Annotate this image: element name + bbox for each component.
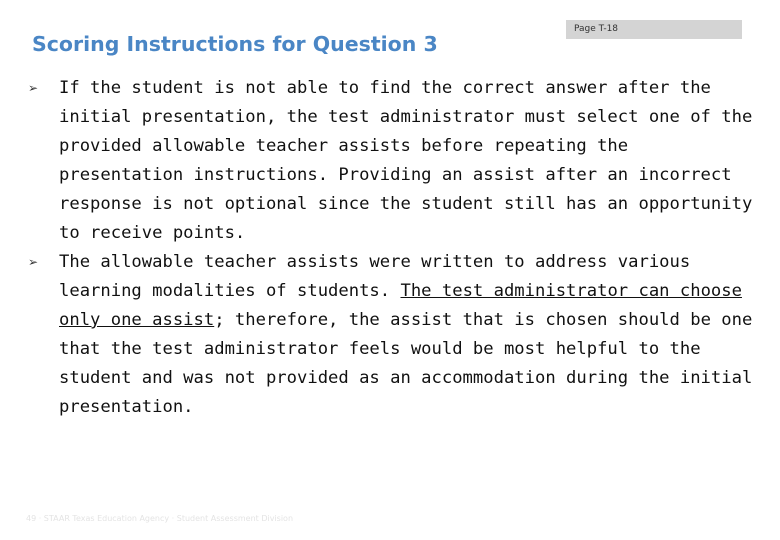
footer-text: 49 · STAAR Texas Education Agency · Student Assessment Division [26, 514, 294, 523]
page-number: Page T-18 [574, 24, 619, 34]
instruction-list [28, 74, 758, 422]
bullet-text-lead: The allowable teacher assists were written to address various learning modalities of students. [59, 252, 691, 301]
arrowhead-bullet-icon: ➢ [28, 255, 39, 269]
page-number-box [566, 20, 742, 39]
bullet-text [59, 252, 752, 417]
underlined-emphasis: The test administrator can choose only one assist [59, 281, 742, 330]
bullet-text: If the student is not able to find the correct answer after the initial presentation, the test administrator must select one of the provided allowable teacher assists before repeating the presentation instructions. Providing an assist after an incorrect response is not optional since the student still has an opportunity to receive points. [59, 78, 753, 243]
slide-title: Scoring Instructions for Question 3 [32, 32, 438, 56]
bullet-text-tail: ; therefore, the assist that is chosen should be one that the test administrator feels would be most helpful to the student and was not provided as an accommodation during the initial presentation. [59, 310, 753, 417]
arrowhead-bullet-icon: ➢ [28, 81, 39, 95]
list-item [28, 248, 758, 422]
list-item [28, 74, 758, 248]
